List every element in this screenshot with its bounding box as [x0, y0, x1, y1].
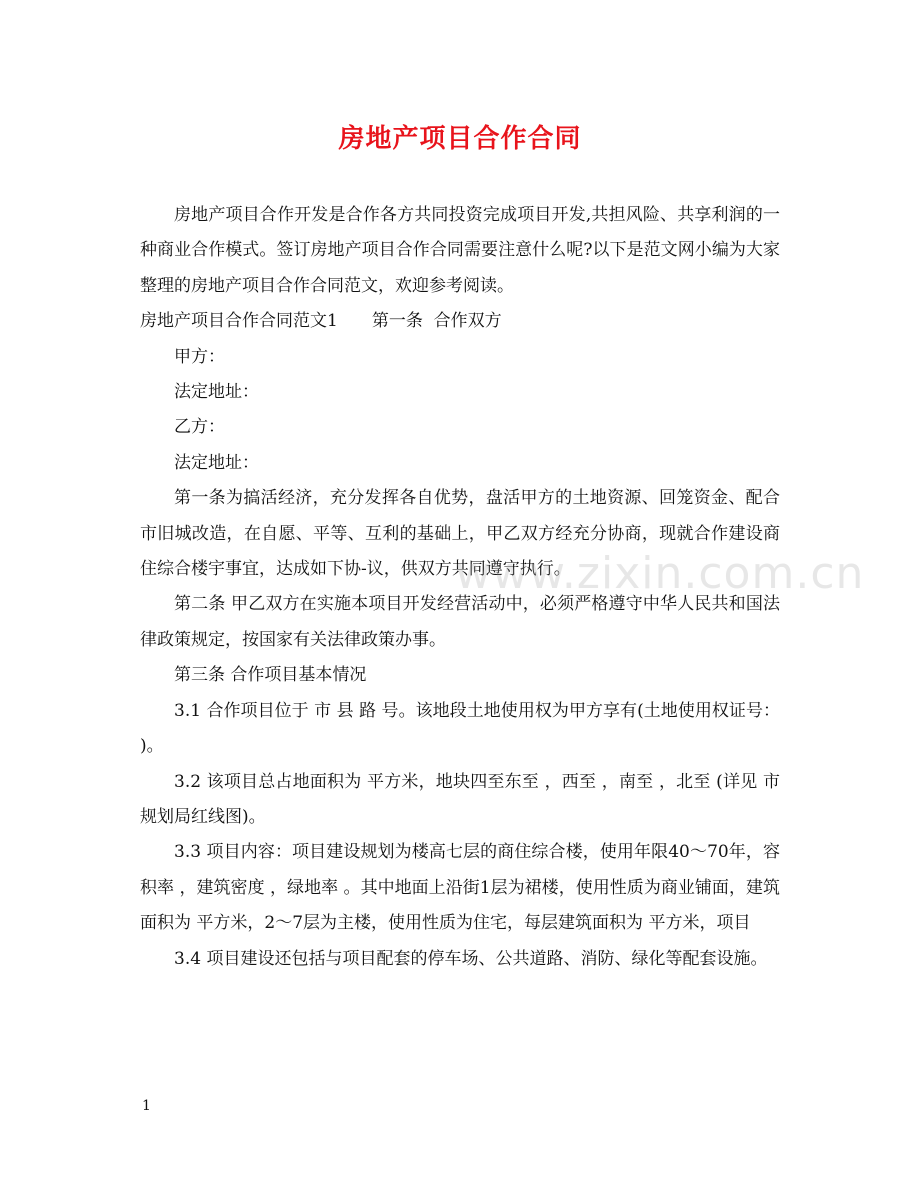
party-b-label: 乙方： — [174, 417, 225, 438]
party-a-label: 甲方： — [174, 346, 225, 367]
contract-heading-line: 房地产项目合作合同范文1 第一条 合作双方 — [140, 311, 502, 332]
document-body — [140, 198, 780, 977]
document-title: 房地产项目合作合同 — [338, 124, 582, 154]
clause-3-3: 3.3 项目内容：项目建设规划为楼高七层的商住综合楼，使用年限40～70年，容积率 ，建筑密度 ，绿地率 。其中地面上沿街1层为裙楼，使用性质为商业铺面，建筑面积为 平方米，2～7层为主楼，使用性质为住宅，每层建筑面积为 平方米，项目 — [140, 842, 780, 934]
article-3-heading: 第三条 合作项目基本情况 — [174, 665, 367, 686]
article-1-paragraph: 第一条为搞活经济，充分发挥各自优势，盘活甲方的土地资源、回笼资金、配合 市旧城改造，在自愿、平等、互利的基础上，甲乙双方经充分协商，现就合作建设商住综合楼宇事宜，达成如下协-议，供双方共同遵守执行。 — [140, 488, 780, 580]
party-a-address-label: 法定地址： — [174, 382, 259, 403]
clause-3-2: 3.2 该项目总占地面积为 平方米，地块四至东至 ，西至 ，南至 ，北至 (详见 市规划局红线图)。 — [140, 771, 780, 827]
intro-paragraph: 房地产项目合作开发是合作各方共同投资完成项目开发,共担风险、共享利润的一种商业合作模式。签订房地产项目合作合同需要注意什么呢?以下是范文网小编为大家整理的房地产项目合作合同范文，欢迎参考阅读。 — [140, 205, 780, 296]
page-number: 1 — [142, 1098, 151, 1114]
clause-3-1: 3.1 合作项目位于 市 县 路 号。该地段土地使用权为甲方享有(土地使用权证号： )。 — [140, 700, 780, 757]
party-b-address-label: 法定地址： — [174, 452, 259, 473]
article-2-paragraph: 第二条 甲乙双方在实施本项目开发经营活动中，必须严格遵守中华人民共和国法律政策规定，按国家有关法律政策办事。 — [140, 594, 780, 650]
watermark: www.zixin.com.cn — [455, 548, 865, 599]
clause-3-4: 3.4 项目建设还包括与项目配套的停车场、公共道路、消防、绿化等配套设施。 — [174, 948, 768, 969]
